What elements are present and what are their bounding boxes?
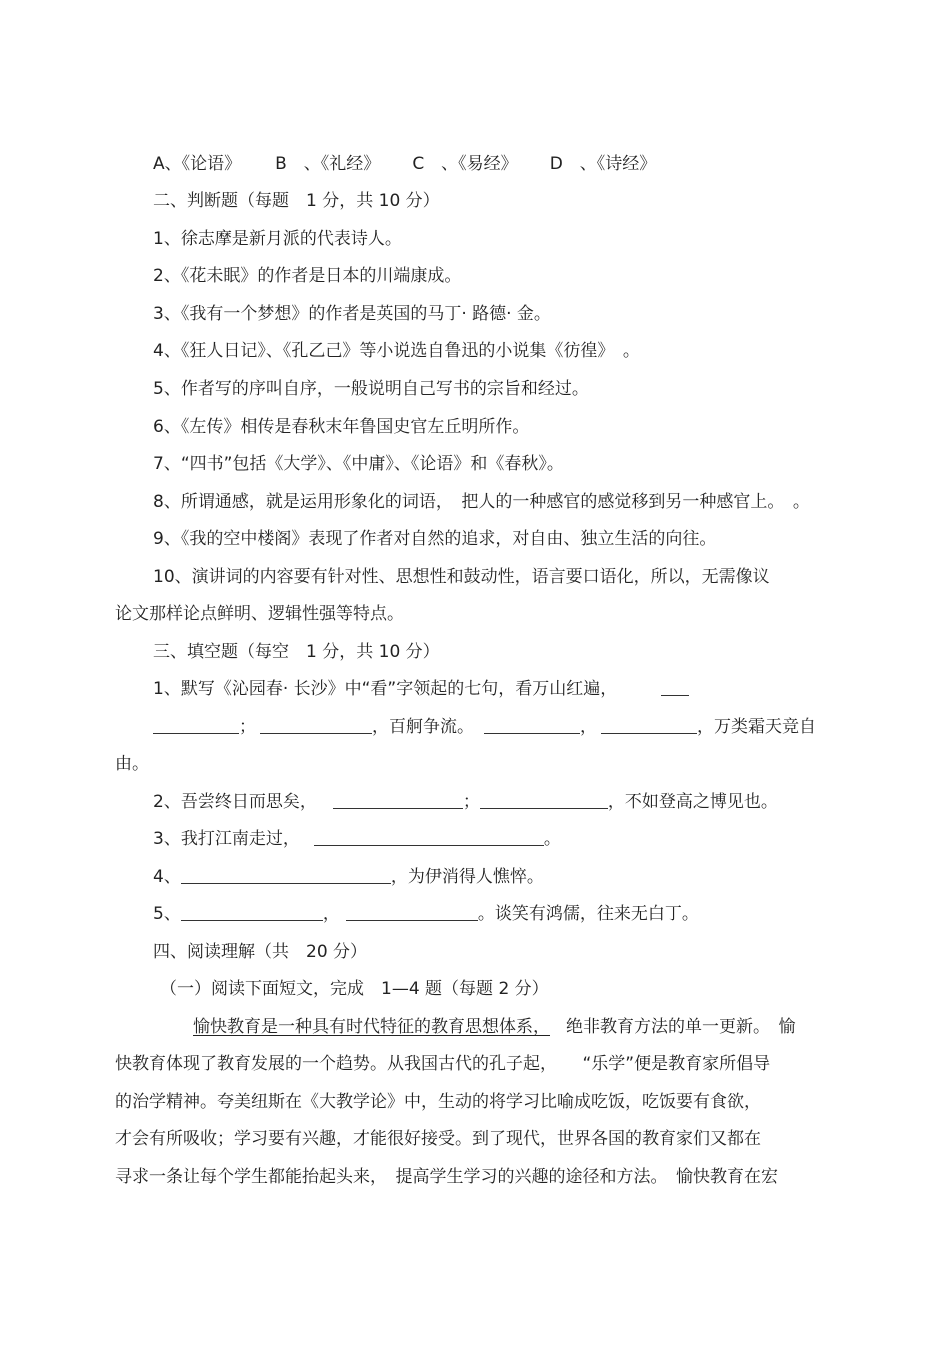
option-c: C 、《易经》 <box>412 154 518 174</box>
judge-item: 5、作者写的序叫自序，一般说明自己写书的宗旨和经过。 <box>153 379 589 399</box>
section4-title: 四、阅读理解（共 20 分） <box>153 942 368 962</box>
fill-blank[interactable] <box>260 715 372 734</box>
fill-blank[interactable] <box>181 902 323 921</box>
section2-title: 二、判断题（每题 1 分，共 10 分） <box>153 191 440 211</box>
passage-line: 快教育体现了教育发展的一个趋势。从我国古代的孔子起， “乐学”便是教育家所倡导 <box>115 1054 771 1074</box>
passage-line: 才会有所吸收；学习要有兴趣，才能很好接受。到了现代，世界各国的教育家们又都在 <box>115 1129 761 1149</box>
judge-item: 1、徐志摩是新月派的代表诗人。 <box>153 229 402 249</box>
judge-item: 10、演讲词的内容要有针对性、思想性和鼓动性，语言要口语化，所以，无需像议 <box>153 567 770 587</box>
fill-q3: 3、我打江南走过， 。 <box>153 829 561 849</box>
fill-blank[interactable] <box>181 865 391 884</box>
fill-q1-line1: 1、默写《沁园春· 长沙》中“看”字领起的七句，看万山红遍， <box>153 677 689 701</box>
section3-title: 三、填空题（每空 1 分，共 10 分） <box>153 642 440 662</box>
judge-item: 6、《左传》相传是春秋末年鲁国史官左丘明所作。 <box>153 417 530 437</box>
fill-q2: 2、吾尝终日而思矣， ； ，不如登高之博见也。 <box>153 792 778 812</box>
fill-blank[interactable] <box>601 715 697 734</box>
passage-line: 的治学精神。夸美纽斯在《大教学论》中，生动的将学习比喻成吃饭，吃饭要有食欲， <box>115 1092 761 1112</box>
passage-line: 寻求一条让每个学生都能抬起头来， 提高学生学习的兴趣的途径和方法。 愉快教育在宏 <box>115 1167 778 1187</box>
judge-item: 7、“四书”包括《大学》、《中庸》、《论语》和《春秋》。 <box>153 454 564 474</box>
passage-underlined: 愉快教育是一种具有时代特征的教育思想体系， <box>193 1017 550 1037</box>
option-b: B 、《礼经》 <box>275 154 381 174</box>
fill-blank[interactable] <box>314 827 544 846</box>
option-a: A、《论语》 <box>153 154 242 174</box>
fill-blank[interactable] <box>480 790 608 809</box>
fill-blank[interactable] <box>153 715 239 734</box>
choice-options <box>153 152 656 176</box>
fill-blank[interactable] <box>346 902 478 921</box>
fill-blank[interactable] <box>661 677 689 696</box>
fill-q1-line2: ； ，百舸争流。 ， ，万类霜天竞自 <box>153 715 816 739</box>
judge-item: 3、《我有一个梦想》的作者是英国的马丁· 路德· 金。 <box>153 304 551 324</box>
fill-q4: 4、 ，为伊消得人憔悴。 <box>153 867 544 887</box>
fill-blank[interactable] <box>333 790 463 809</box>
judge-item: 4、《狂人日记》、《孔乙己》等小说选自鲁迅的小说集《彷徨》 。 <box>153 341 640 361</box>
fill-blank[interactable] <box>484 715 580 734</box>
judge-item: 2、《花未眠》的作者是日本的川端康成。 <box>153 266 462 286</box>
judge-item: 9、《我的空中楼阁》表现了作者对自然的追求，对自由、独立生活的向往。 <box>153 529 717 549</box>
judge-item: 8、所谓通感，就是运用形象化的词语， 把人的一种感官的感觉移到另一种感官上。 。 <box>153 492 810 512</box>
fill-q1-line3: 由。 <box>115 754 149 774</box>
judge-item-continuation: 论文那样论点鲜明、逻辑性强等特点。 <box>115 604 404 624</box>
fill-q5: 5、 ， 。谈笑有鸿儒，往来无白丁。 <box>153 904 699 924</box>
option-d: D 、《诗经》 <box>549 154 657 174</box>
passage-line: 愉快教育是一种具有时代特征的教育思想体系， 绝非教育方法的单一更新。 愉 <box>193 1017 796 1037</box>
section4-subtitle: （一）阅读下面短文，完成 1—4 题（每题 2 分） <box>160 979 549 999</box>
